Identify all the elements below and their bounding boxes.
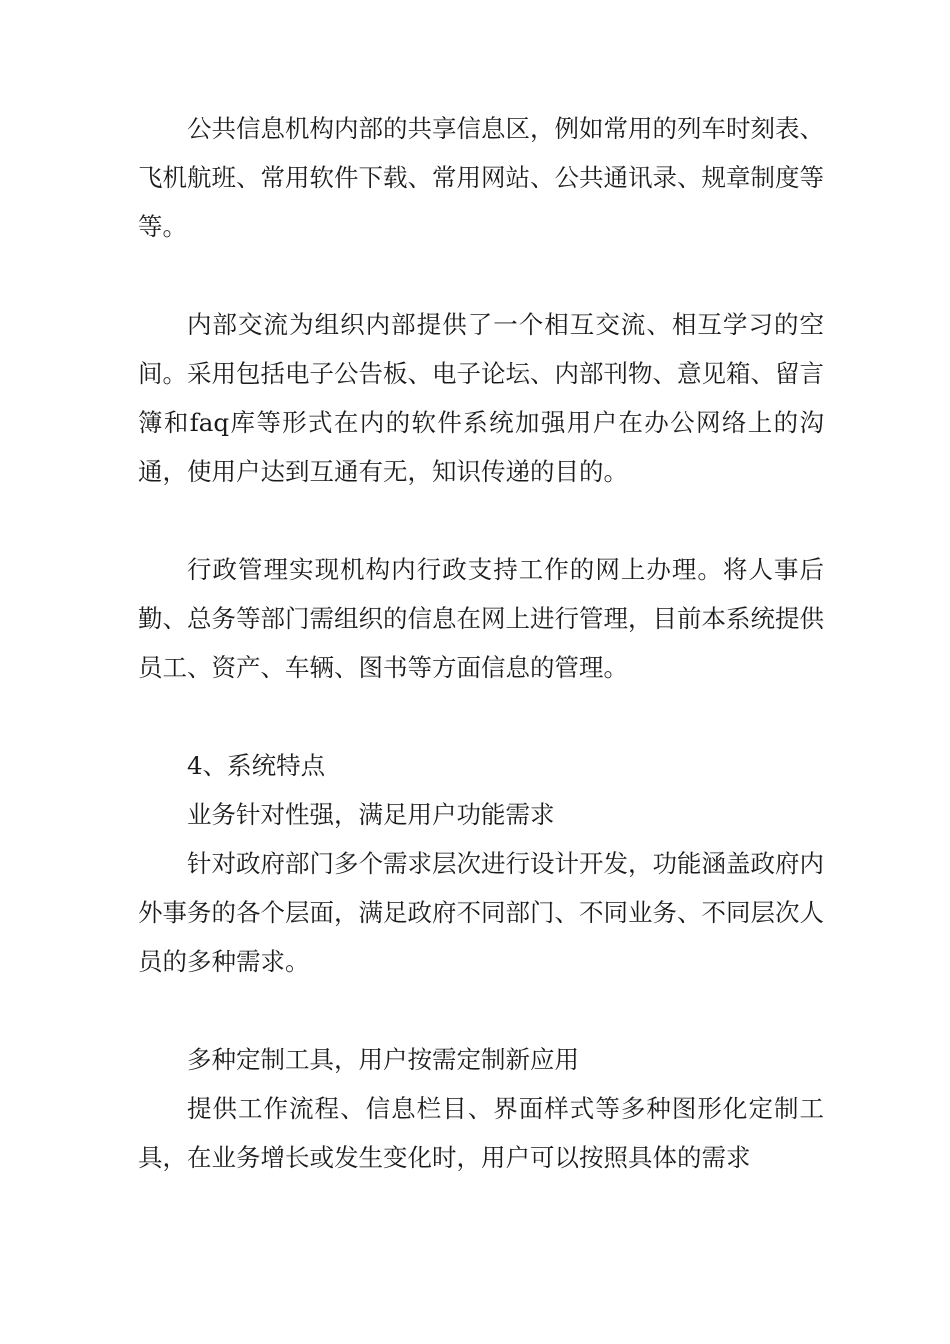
paragraph-internal-communication: 内部交流为组织内部提供了一个相互交流、相互学习的空间。采用包括电子公告板、电子论坛、内部刊物、意见箱、留言簿和faq库等形式在内的软件系统加强用户在办公网络上的沟通，使用户达到互通有无，知识传递的目的。 [138,310,824,486]
paragraph-administration: 行政管理实现机构内行政支持工作的网上办理。将人事后勤、总务等部门需组织的信息在网上进行管理，目前本系统提供员工、资产、车辆、图书等方面信息的管理。 [138,555,824,682]
document-body [138,104,824,1182]
subheading-custom-tools: 多种定制工具，用户按需定制新应用 [187,1045,579,1074]
paragraph-custom-tools: 提供工作流程、信息栏目、界面样式等多种图形化定制工具，在业务增长或发生变化时，用户可以按照具体的需求 [138,1094,824,1172]
section-heading-system-features: 4、系统特点 [187,751,326,780]
paragraph-business-targeted: 针对政府部门多个需求层次进行设计开发，功能涵盖政府内外事务的各个层面，满足政府不同部门、不同业务、不同层次人员的多种需求。 [138,849,824,976]
paragraph-spacer [138,496,824,545]
paragraph-spacer [138,986,824,1035]
paragraph-spacer [138,251,824,300]
paragraph-shared-info: 公共信息机构内部的共享信息区，例如常用的列车时刻表、飞机航班、常用软件下载、常用网站、公共通讯录、规章制度等等。 [138,114,824,241]
subheading-business-targeted: 业务针对性强，满足用户功能需求 [187,800,555,829]
paragraph-spacer [138,692,824,741]
